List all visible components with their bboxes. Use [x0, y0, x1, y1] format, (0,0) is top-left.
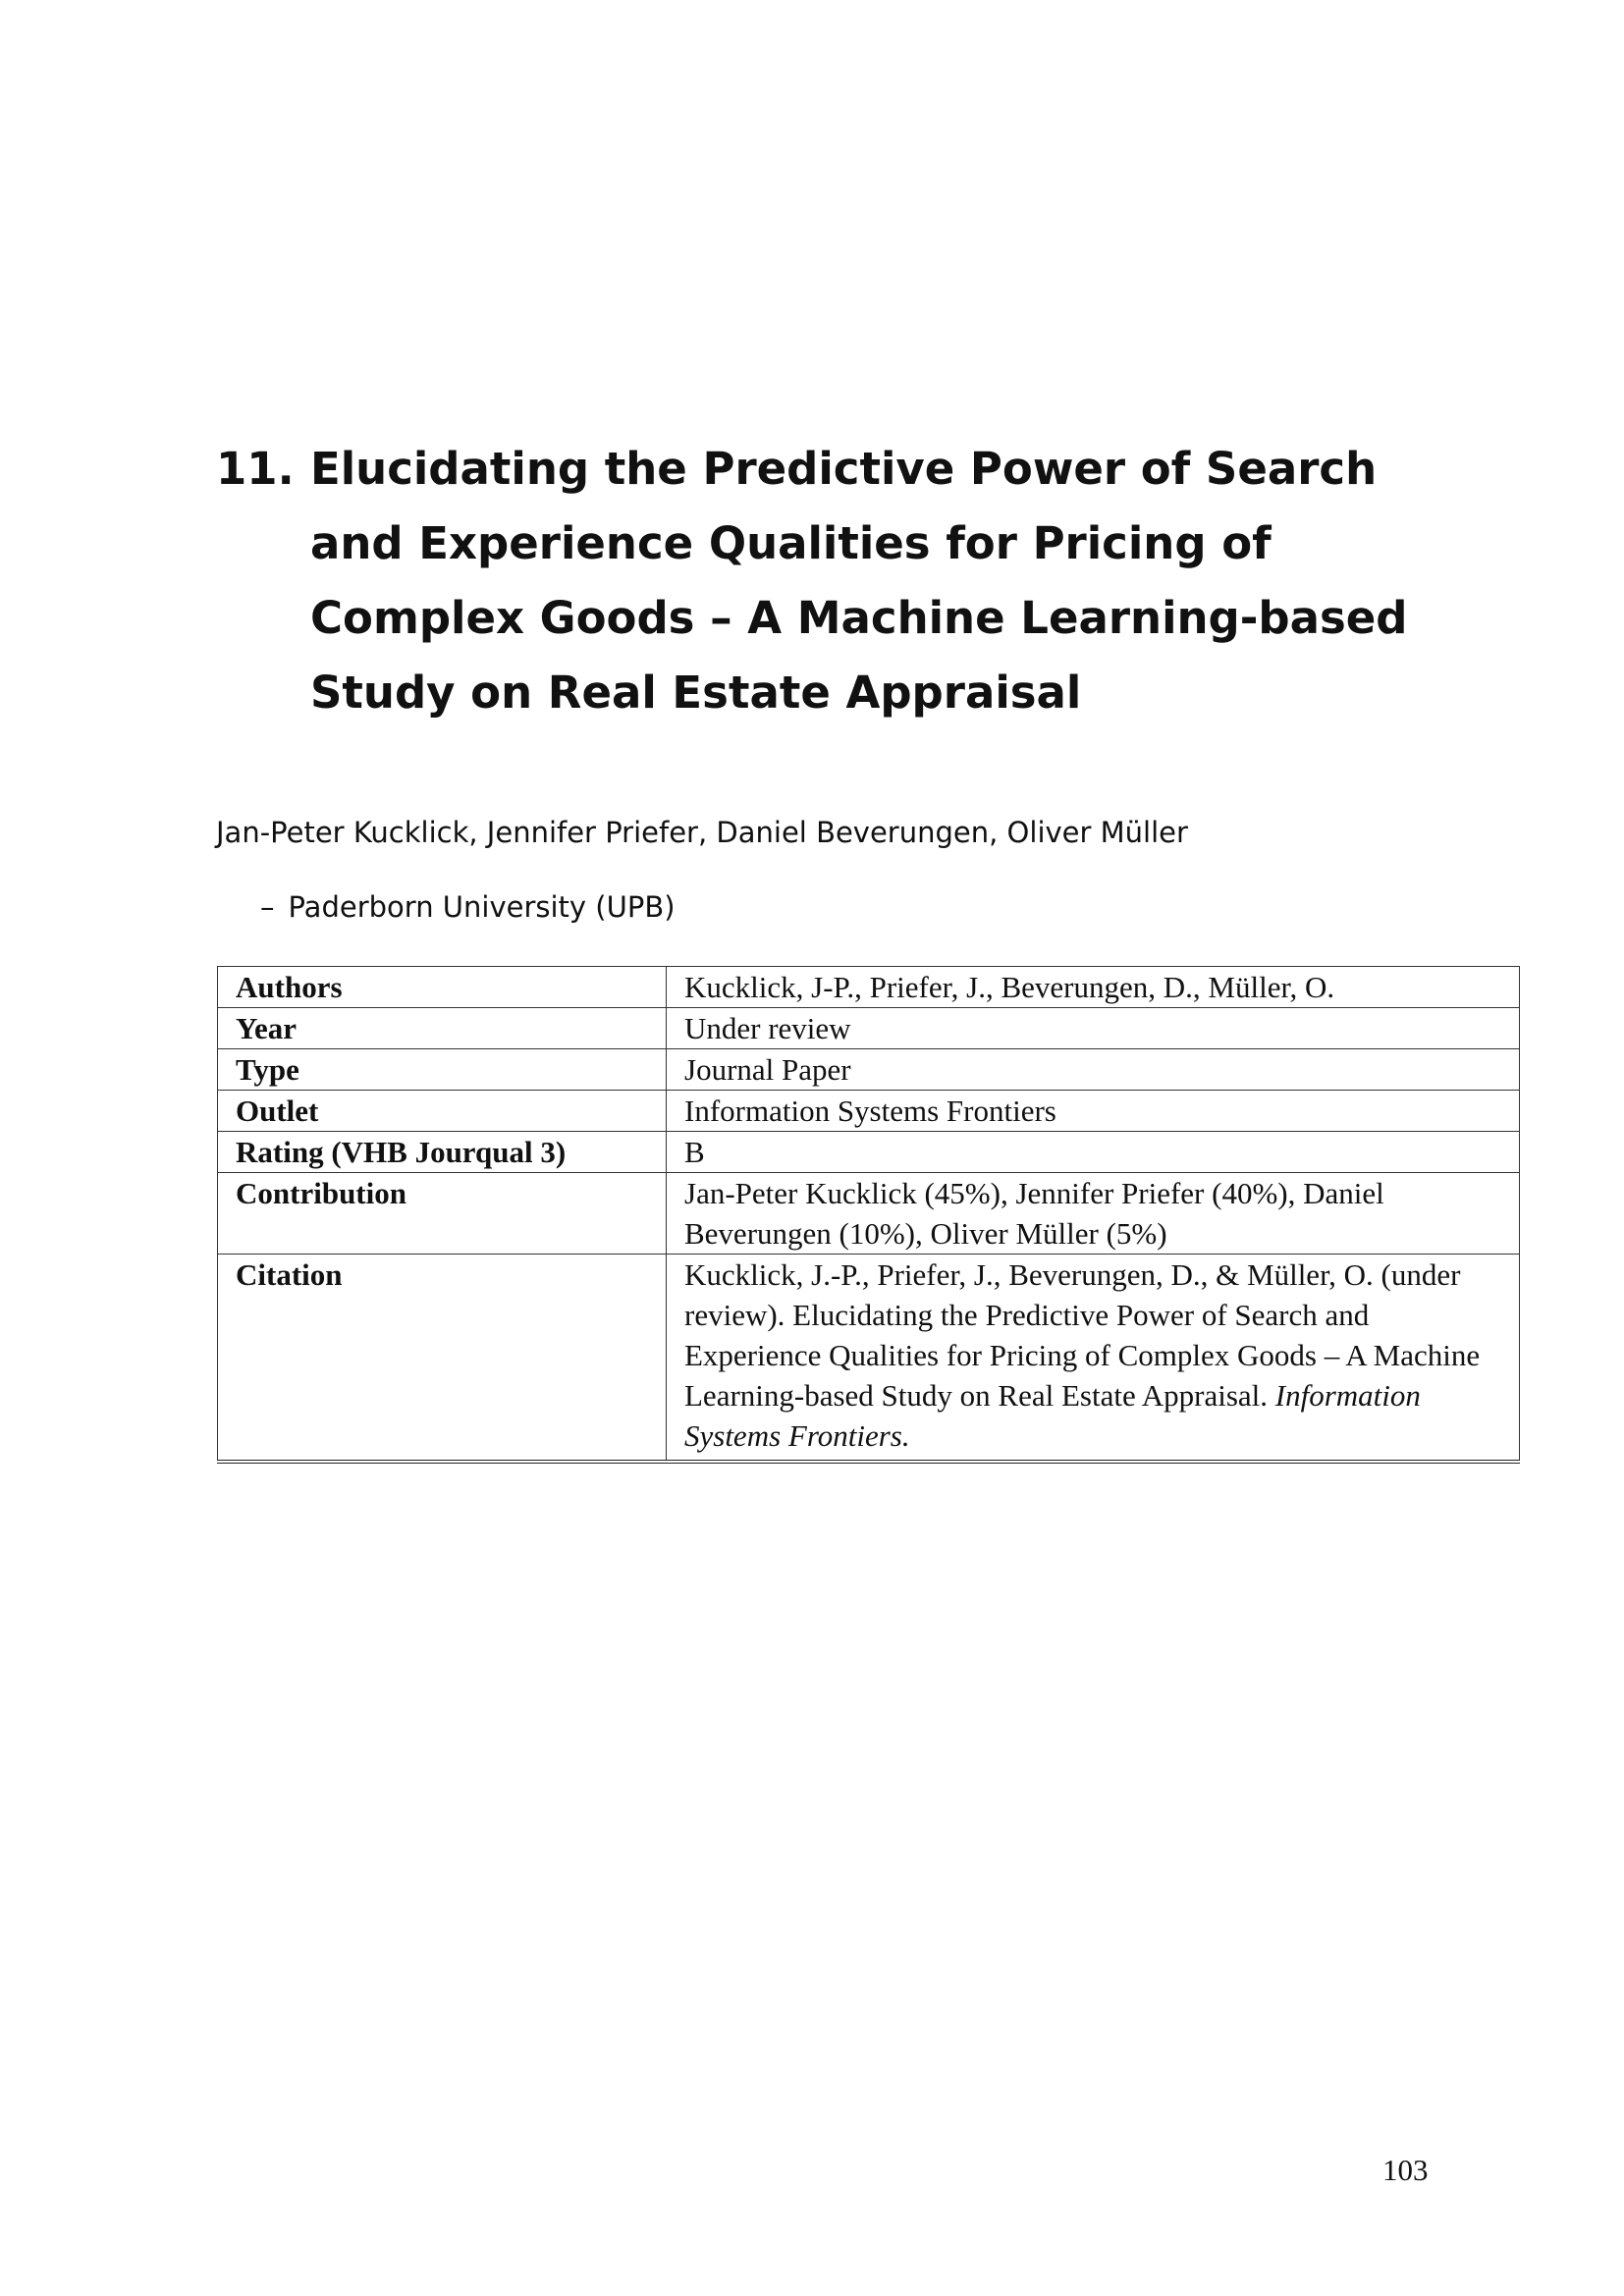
chapter-number: 11.: [216, 443, 295, 495]
row-label-rating: Rating (VHB Jourqual 3): [218, 1132, 667, 1173]
citation-text: Kucklick, J.-P., Priefer, J., Beverungen, D., & Müller, O. (under review). Elucidating the Predictive Power of Search and Experience Qualities for Pricing of Complex Goods – A Machine Learning-based Study on Real Estate Appraisal.: [684, 1257, 1481, 1413]
row-label-type: Type: [218, 1049, 667, 1091]
row-value-authors: Kucklick, J-P., Priefer, J., Beverungen, D., Müller, O.: [667, 967, 1520, 1008]
row-value-outlet: Information Systems Frontiers: [667, 1091, 1520, 1132]
affiliation-text: Paderborn University (UPB): [288, 890, 676, 924]
table-row: [218, 1091, 1520, 1132]
affiliation-dash: –: [260, 890, 275, 924]
chapter-title: Elucidating the Predictive Power of Search and Experience Qualities for Pricing of Complex Goods – A Machine Learning-based Study on Real Estate Appraisal: [310, 443, 1408, 719]
citation-journal: Information Systems Frontiers.: [684, 1378, 1421, 1453]
row-value-contribution: Jan-Peter Kucklick (45%), Jennifer Priefer (40%), Daniel Beverungen (10%), Oliver Müller (5%): [667, 1173, 1520, 1255]
row-value-type: Journal Paper: [667, 1049, 1520, 1091]
table-row: [218, 1255, 1520, 1463]
table-row: [218, 1049, 1520, 1091]
row-value-rating: B: [667, 1132, 1520, 1173]
row-label-outlet: Outlet: [218, 1091, 667, 1132]
table-row: [218, 1173, 1520, 1255]
table-row: [218, 1132, 1520, 1173]
row-label-authors: Authors: [218, 967, 667, 1008]
row-value-citation: [667, 1255, 1520, 1463]
row-label-contribution: Contribution: [218, 1173, 667, 1255]
table-row: [218, 1008, 1520, 1049]
row-label-citation: Citation: [218, 1255, 667, 1463]
authors-line: Jan-Peter Kucklick, Jennifer Priefer, Daniel Beverungen, Oliver Müller: [216, 816, 1188, 849]
row-value-year: Under review: [667, 1008, 1520, 1049]
page-number: 103: [1382, 2153, 1429, 2187]
table-row: [218, 967, 1520, 1008]
publication-info-table: [217, 966, 1520, 1464]
row-label-year: Year: [218, 1008, 667, 1049]
affiliation: [260, 887, 676, 927]
